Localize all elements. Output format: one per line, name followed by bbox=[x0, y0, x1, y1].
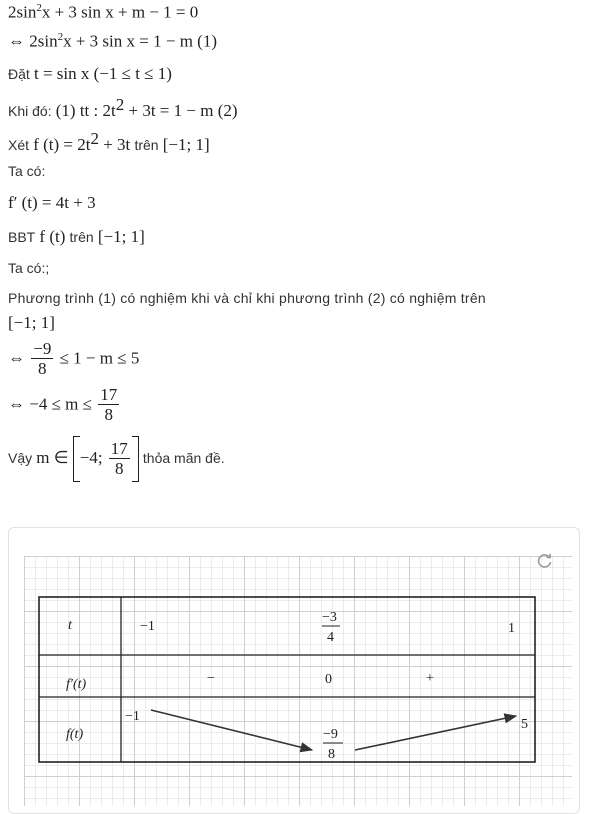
t-value-left: −1 bbox=[140, 619, 155, 634]
then-line: Khi đó: (1) tt : $2t^2 + 3t = 1 - m$ (2) bbox=[8, 95, 238, 120]
consider-line: Xét f $(t) = 2t^2 + 3t$ trên [−1; 1] bbox=[8, 129, 210, 154]
have-line: Ta có: bbox=[8, 163, 46, 179]
derivative-line: f′ (t) = 4t + 3 bbox=[8, 193, 96, 212]
inequality-line-1: ⇔ $\frac{-9}{8}$ ≤ 1 − m ≤ 5 bbox=[8, 339, 140, 378]
fraction-17-8: $\frac{17}{8}$ bbox=[100, 385, 118, 424]
t-value-right: 1 bbox=[508, 621, 515, 636]
f-value-right: 5 bbox=[521, 717, 528, 732]
statement-line: Phương trình (1) có nghiệm khi và chỉ khi phương trình (2) có nghiệm trên bbox=[8, 290, 486, 306]
row-label-t: t bbox=[68, 618, 72, 633]
decreasing-arrow bbox=[151, 710, 312, 750]
fraction-17-8-conclusion: $\frac{17}{8}$ bbox=[110, 438, 128, 478]
t-mid-denominator: 4 bbox=[327, 630, 334, 645]
fprime-sign-left: − bbox=[207, 671, 215, 686]
table-border bbox=[39, 597, 535, 762]
equation-line: $2\sin^2x + 3$ sin x + m − 1 = 0 bbox=[8, 2, 199, 22]
fraction-minus-9-8: $\frac{-9}{8}$ bbox=[33, 339, 52, 378]
fprime-zero: 0 bbox=[325, 672, 332, 687]
increasing-arrow bbox=[355, 716, 516, 750]
f-mid-numerator: −9 bbox=[323, 727, 338, 742]
row-label-fprime: f′(t) bbox=[66, 677, 87, 692]
equivalent-line-1: ⇔ $2\sin^2x + 3$ sin x = 1 − m (1) bbox=[8, 31, 217, 51]
fprime-sign-right: + bbox=[426, 671, 434, 686]
row-label-f: f(t) bbox=[66, 727, 84, 742]
bbt-line: BBT f (t) trên [−1; 1] bbox=[8, 227, 145, 246]
inequality-line-2: ⇔ −4 ≤ m ≤ $\frac{17}{8}$ bbox=[8, 385, 118, 424]
have2-line: Ta có:; bbox=[8, 260, 50, 276]
f-value-left: −1 bbox=[125, 709, 140, 724]
t-mid-numerator: −3 bbox=[322, 610, 337, 625]
f-mid-denominator: 8 bbox=[328, 747, 335, 762]
statement-interval: [−1; 1] bbox=[8, 313, 55, 332]
conclusion-line: Vậy m ∈ −4; $\frac{17}{8}$ thỏa mãn đề. bbox=[8, 436, 225, 482]
substitution-line: Đặt t = sin x (−1 ≤ t ≤ 1) bbox=[8, 64, 172, 83]
